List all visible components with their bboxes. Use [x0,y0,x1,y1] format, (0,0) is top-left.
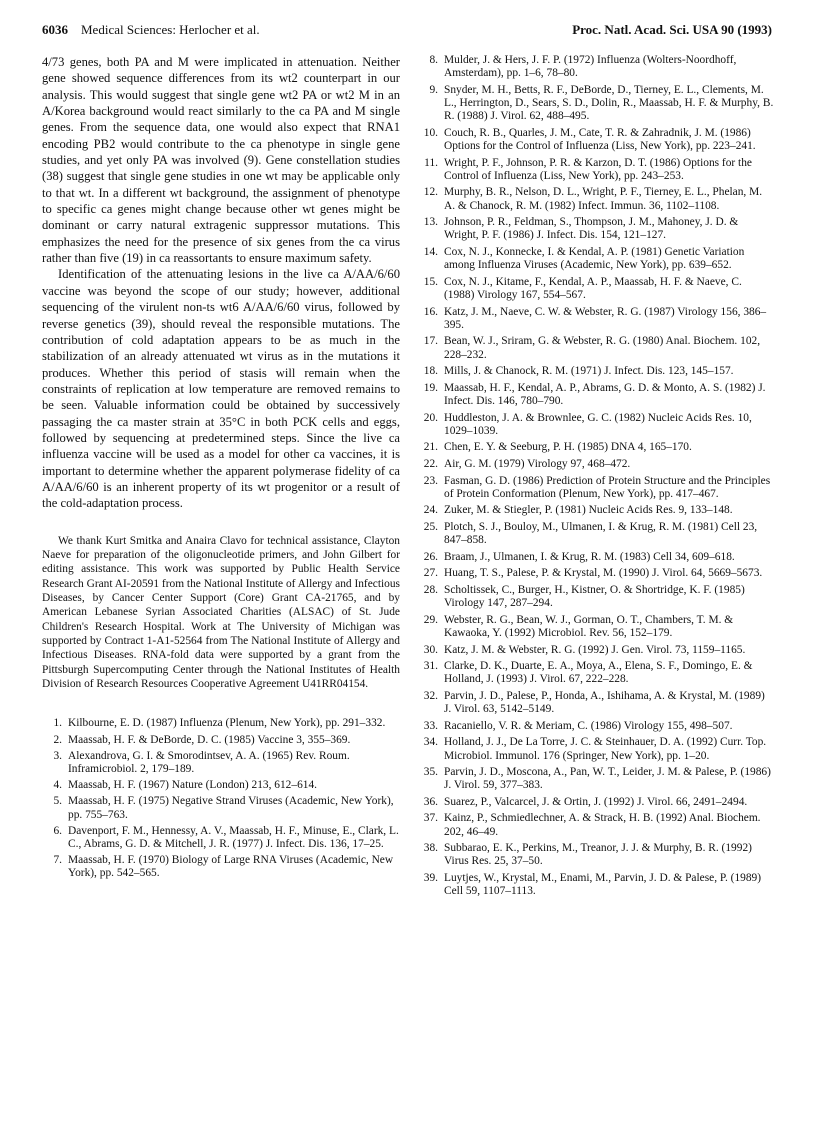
reference-text: Huang, T. S., Palese, P. & Krystal, M. (1990) J. Virol. 64, 5669–5673. [444,567,763,580]
reference-text: Mills, J. & Chanock, R. M. (1971) J. Infect. Dis. 123, 145–157. [444,365,734,378]
reference-number: 8. [429,54,438,66]
reference-text: Katz, J. M., Naeve, C. W. & Webster, R. G. (1987) Virology 156, 386–395. [444,305,767,331]
section-author: Medical Sciences: Herlocher et al. [81,22,260,37]
reference-item [418,412,774,438]
reference-text: Luytjes, W., Krystal, M., Enami, M., Parvin, J. D. & Palese, P. (1989) Cell 59, 1107–1113. [444,872,762,898]
reference-item [42,779,400,792]
reference-list-left [42,717,400,880]
reference-number: 7. [53,854,62,867]
reference-number: 20. [423,411,438,424]
reference-number: 24. [423,504,438,517]
reference-text: Maassab, H. F. & DeBorde, D. C. (1985) Vaccine 3, 355–369. [68,733,351,746]
reference-item [42,825,400,851]
reference-text: Parvin, J. D., Palese, P., Honda, A., Ishihama, A. & Krystal, M. (1989) J. Virol. 63, 5142–5149. [444,689,765,716]
body-paragraph: 4/73 genes, both PA and M were implicated in attenuation. Neither gene showed sequence differences from its wt2 counterpart in our analysis. This would suggest that single gene wt2 PA or wt2 M in an A/Korea background would react similarly to the ca PA and M single genes. From the sequence data, one would also expect that RNA1 encoding PB2 would contribute to the ca phenotype in single gene studies, and yet only PA was involved (9). Gene constellation studies (38) suggest that single gene studies in one wt may be applicable only to that wt. In a different wt background, the assignment of phenotype to specific ca genes might change because other wt genes might be dominant or carry natural extragenic suppressor mutations. This emphasizes the need for the presence of six genes from the ca virus rather than five (19) in ca reassortants to ensure maximum safety. [42,55,400,266]
reference-list-right [418,54,774,898]
reference-item [418,766,774,792]
reference-text: Maassab, H. F., Kendal, A. P., Abrams, G. D. & Monto, A. S. (1982) J. Infect. Dis. 146, 780–790. [444,381,766,407]
reference-text: Clarke, D. K., Duarte, E. A., Moya, A., Elena, S. F., Domingo, E. & Holland, J. (1993) J. Virol. 67, 222–228. [444,660,753,686]
reference-number: 2. [53,733,62,746]
reference-text: Subbarao, E. K., Perkins, M., Treanor, J. J. & Murphy, B. R. (1992) Virus Res. 25, 37–50. [444,842,752,868]
reference-text: Murphy, B. R., Nelson, D. L., Wright, P. F., Tierney, E. L., Phelan, M. A. & Chanock, R. M. (1982) Infect. Immun. 36, 1102–1108. [444,186,763,212]
reference-item [418,842,774,868]
right-column [418,54,774,902]
reference-number: 10. [423,126,438,139]
reference-number: 13. [423,216,438,229]
reference-item [42,717,400,730]
reference-number: 6. [53,824,62,837]
reference-number: 35. [423,766,438,779]
reference-number: 9. [429,83,438,96]
reference-item [418,54,774,80]
reference-text: Kainz, P., Schmiedlechner, A. & Strack, H. B. (1992) Anal. Biochem. 202, 46–49. [444,812,761,838]
reference-number: 4. [53,779,62,792]
reference-text: Katz, J. M. & Webster, R. G. (1992) J. Gen. Virol. 73, 1159–1165. [444,643,746,656]
journal-citation: Proc. Natl. Acad. Sci. USA 90 (1993) [572,22,772,37]
reference-text: Braam, J., Ulmanen, I. & Krug, R. M. (1983) Cell 34, 609–618. [444,550,735,563]
reference-number: 38. [423,842,438,855]
reference-item [418,567,774,580]
reference-number: 23. [423,474,438,487]
reference-text: Zuker, M. & Stiegler, P. (1981) Nucleic Acids Res. 9, 133–148. [444,504,733,517]
acknowledgment: We thank Kurt Smitka and Anaira Clavo for technical assistance, Clayton Naeve for preparation of the oligonucleotide primers, and John Gilbert for editing assistance. This work was supported by Public Health Service Research Grant AI-20591 from the National Institute of Allergy and Infectious Diseases, by Cancer Center Support (Core) Grant CA-21765, and by American Lebanese Syrian Associated Charities (ALSAC) of St. Jude Children's Research Hospital. Work at The University of Michigan was supported by Contract 1-A1-52564 from The National Institute of Allergy and Infectious Diseases. RNA-fold data were supported by a grant from the Pittsburgh Supercomputing Center through the National Institutes of Health Division of Research Resources Cooperative Agreement U41RR04154. [42,534,400,691]
reference-item [418,475,774,501]
reference-text: Maassab, H. F. (1967) Nature (London) 213, 612–614. [68,779,318,792]
reference-item [42,854,400,880]
running-header [42,22,772,40]
reference-text: Alexandrova, G. I. & Smorodintsev, A. A. (1965) Rev. Roum. Inframicrobiol. 2, 179–189. [68,749,350,776]
reference-text: Fasman, G. D. (1986) Prediction of Protein Structure and the Principles of Protein Conformation (Plenum, New York), pp. 417–467. [444,474,771,500]
reference-number: 22. [423,457,438,470]
reference-number: 1. [53,717,62,730]
reference-item [418,690,774,716]
reference-number: 25. [423,520,438,533]
reference-number: 29. [423,613,438,626]
reference-number: 31. [423,660,438,673]
header-left [42,22,260,38]
reference-number: 33. [423,719,438,732]
reference-text: Bean, W. J., Sriram, G. & Webster, R. G. (1980) Anal. Biochem. 102, 228–232. [444,335,761,361]
reference-item [418,812,774,838]
reference-text: Snyder, M. H., Betts, R. F., DeBorde, D., Tierney, E. L., Clements, M. L., Herrington, D., Sears, S. D., Dolin, R., Maassab, H. F. & Murphy, B. R. (1988) J. Virol. 62, 488–495. [444,83,774,123]
reference-text: Maassab, H. F. (1975) Negative Strand Viruses (Academic, New York), pp. 755–763. [68,795,394,821]
reference-number: 37. [423,812,438,825]
reference-text: Davenport, F. M., Hennessy, A. V., Maassab, H. F., Minuse, E., Clark, L. C., Abrams, G. D. & Mitchell, J. R. (1977) J. Infect. Dis. 136, 17–25. [68,824,399,851]
reference-number: 3. [53,749,62,762]
reference-text: Suarez, P., Valcarcel, J. & Ortin, J. (1992) J. Virol. 66, 2491–2494. [444,795,748,808]
reference-text: Couch, R. B., Quarles, J. M., Cate, T. R. & Zahradnik, J. M. (1986) Options for the Control of Influenza (Liss, New York), pp. 223–241. [444,126,756,152]
reference-item [418,246,774,272]
reference-text: Cox, N. J., Konnecke, I. & Kendal, A. P. (1981) Genetic Variation among Influenza Viruses (Academic, New York), pp. 639–652. [444,245,745,272]
reference-item [418,796,774,809]
reference-item [418,127,774,153]
reference-item [418,335,774,361]
reference-number: 11. [424,156,438,169]
reference-number: 36. [423,795,438,808]
reference-text: Cox, N. J., Kitame, F., Kendal, A. P., Maassab, H. F. & Naeve, C. (1988) Virology 167, 554–567. [444,275,742,301]
reference-text: Wright, P. F., Johnson, P. R. & Karzon, D. T. (1986) Options for the Control of Influenza (Liss, New York), pp. 243–253. [444,156,752,182]
reference-item [418,504,774,517]
reference-item [418,736,774,762]
reference-item [42,795,400,821]
reference-number: 32. [423,689,438,702]
reference-item [418,458,774,471]
reference-number: 5. [53,795,62,808]
reference-number: 14. [423,245,438,258]
reference-number: 12. [423,186,438,199]
reference-item [418,551,774,564]
reference-item [418,276,774,302]
reference-text: Holland, J. J., De La Torre, J. C. & Steinhauer, D. A. (1992) Curr. Top. Microbiol. Immunol. 176 (Springer, New York), pp. 1–20. [444,736,767,762]
reference-item [418,644,774,657]
reference-number: 16. [423,305,438,318]
reference-text: Huddleston, J. A. & Brownlee, G. C. (1982) Nucleic Acids Res. 10, 1029–1039. [444,411,752,437]
reference-item [418,216,774,242]
reference-item [418,84,774,124]
reference-text: Racaniello, V. R. & Meriam, C. (1986) Virology 155, 498–507. [444,719,733,732]
reference-item [418,306,774,332]
reference-number: 21. [423,441,438,454]
reference-number: 18. [423,365,438,378]
reference-text: Parvin, J. D., Moscona, A., Pan, W. T., Leider, J. M. & Palese, P. (1986) J. Virol. 59, 377–383. [444,766,771,792]
reference-item [418,382,774,408]
reference-number: 19. [423,381,438,394]
reference-number: 30. [423,643,438,656]
page-number: 6036 [42,22,68,37]
reference-number: 15. [423,275,438,288]
reference-item [418,157,774,183]
reference-number: 17. [423,335,438,348]
reference-item [42,750,400,776]
reference-text: Kilbourne, E. D. (1987) Influenza (Plenum, New York), pp. 291–332. [68,717,386,730]
reference-number: 28. [423,583,438,596]
reference-text: Scholtissek, C., Burger, H., Kistner, O. & Shortridge, K. F. (1985) Virology 147, 287–294. [444,583,745,610]
reference-text: Air, G. M. (1979) Virology 97, 468–472. [444,457,631,470]
reference-item [418,614,774,640]
reference-item [418,186,774,212]
reference-item [418,521,774,547]
reference-text: Maassab, H. F. (1970) Biology of Large RNA Viruses (Academic, New York), pp. 542–565. [68,854,394,880]
reference-item [418,584,774,610]
reference-number: 27. [423,567,438,580]
reference-number: 39. [423,872,438,885]
reference-item [418,720,774,733]
reference-item [418,660,774,686]
body-paragraph: Identification of the attenuating lesions in the live ca A/AA/6/60 vaccine was beyond the scope of our study; however, additional sequencing of the virulent non-ts wt6 A/AA/6/60 virus, followed by reverse genetics (39), should reveal the responsible mutations. The contribution of cold adaptation appears to be as much in the stabilization of an already attenuated wt virus as in the mutations it produces. Whether this period of stasis will remain when the constraints of replication at low temperature are removed remains to be seen. Valuable information could be obtained by successively passaging the ca master strain at 35°C in both PCK cells and eggs, followed by sequencing at predetermined steps. Since the live ca influenza vaccine will be used as a model for other ca vaccines, it is important to determine whether the apparent polymerase fidelity of ca A/AA/6/60 is an inherent property of its wt progenitor or a result of the cold-adaptation process. [42,267,400,511]
reference-text: Chen, E. Y. & Seeburg, P. H. (1985) DNA 4, 165–170. [444,441,692,454]
reference-item [418,872,774,898]
left-column [42,54,400,884]
reference-item [418,441,774,454]
reference-item [42,734,400,747]
reference-text: Plotch, S. J., Bouloy, M., Ulmanen, I. & Krug, R. M. (1981) Cell 23, 847–858. [444,520,758,547]
reference-text: Webster, R. G., Bean, W. J., Gorman, O. T., Chambers, T. M. & Kawaoka, Y. (1992) Microbiol. Rev. 56, 152–179. [444,613,734,639]
reference-text: Mulder, J. & Hers, J. F. P. (1972) Influenza (Wolters-Noordhoff, Amsterdam), pp. 1–6, 78–80. [444,54,737,80]
reference-text: Johnson, P. R., Feldman, S., Thompson, J. M., Mahoney, J. D. & Wright, P. F. (1986) J. Infect. Dis. 154, 121–127. [444,216,739,242]
reference-number: 26. [423,550,438,563]
reference-number: 34. [423,736,438,749]
reference-item [418,365,774,378]
